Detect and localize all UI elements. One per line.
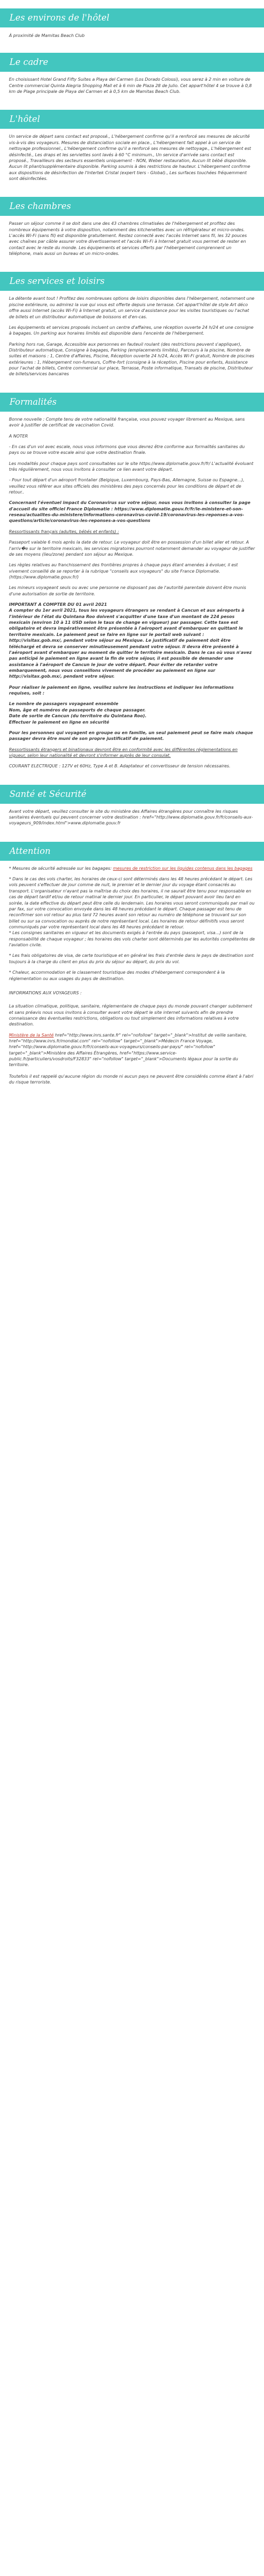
attention-links-rest: href="http://www.inrs.sante.fr" rel="nofollow" target="_blank">Institut de veille sanitaire, href="http://www.inrs.fr/mondial.com" rel="nofollow" target="_blank">Médecin France Voyage, href="http://www.diplomatie.gouv.fr/fr/conseils-aux-voyageurs/conseils-par-pays/" rel="nofollow" target="_blank">Ministère des Affaires Étrangères, href="https://www.service-public.fr/particuliers/vosdroits/F32833" rel="nofollow" target="_blank">Documents légaux pour la sortie du territoire. bbox=[9, 1032, 247, 1068]
formalites-residents-text: Passeport valable 6 mois après la date de retour. Le voyageur doit être en possession d'un billet aller et retour. A l'arriv�e sur le territoire mexicain, les services migratoires pourront notamment demander au voyageur de justifier de ses moyens (lieu/zone) pendant son séjour au Mexique. bbox=[9, 540, 255, 557]
section-title-cadre: Le cadre bbox=[0, 53, 264, 72]
section-attention bbox=[0, 842, 264, 1098]
formalites-important: IMPORTANT A COMPTER DU 01 avril 2021 A compter du 1er avril 2021, tous les voyageurs étrangers se rendant à Cancun et aux aéroports à l'intérieur de l'état du Quintana Roo doivent s'acquitter d'une taxe d'un montant de 224 pesos mexicain (environ 10 à 11 USD selon le taux de change en vigueur) par passager. Cette taxe est obligatoire et devra impérativement être présentée à l'aéroport avant d'embarquer en quittant le territoire mexicain. Le paiement peut se faire en ligne sur le portail web suivant : http://visitax.gob.mx/, pendant votre séjour au Mexique. Le justificatif de paiement doit être téléchargé et devra se conserver minutieusement pendant votre séjour. Il devra être présenté à l'aéroport avant d'embarquer au moment de quitter le territoire mexicain. Dans le cas où vous n'avez pas anticipé le paiement en ligne avant la fin de votre séjour, il est possible de demander une assistance à l'aéroport de Cancun le jour de votre départ. Pour éviter de retarder votre embarquement, nous vous conseillons vivement de procéder au paiement en ligne sur http://visitax.gob.mx/, pendant votre séjour. bbox=[9, 602, 252, 679]
attention-p2: * Dans le cas des vols charter, les horaires de ceux-ci sont déterminés dans les 48 heures précédant le départ. Les vols peuvent s'effectuer de jour comme de nuit, le premier et le dernier jour du voyage étant consacrés au transport. L'organisateur n'ayant pas la maîtrise du choix des horaires, il ne saurait être tenu pour responsable en cas de départ tardif et/ou de retour matinal le dernier jour. En particulier, le départ pouvant avoir lieu tard en soirée, la date effective du départ peut être celle du lendemain. Les horaires vous seront communiqués par mail ou par fax, sur votre convocation envoyée dans les 48 heures précédant le départ. Chaque passager est tenu de reconfirmer son vol retour au plus tard 72 heures avant son retour au numéro de téléphone se trouvant sur son billet ou sur sa convocation ou auprès de notre représentant local. Les horaires de retour définitifs vous seront communiqués par votre représentant local dans les 48 heures précédant le retour. * Les consignes sanitaires en vigueur et les documents exigés à l'entrée du pays (passeport, visa...) sont de la responsabilité de chaque voyageur ; les horaires des vols charter sont déterminés par les autorités compétentes de l'aviation civile. bbox=[9, 877, 255, 948]
environs-text: À proximité de Mamitas Beach Club bbox=[9, 33, 85, 38]
formalites-foreign bbox=[9, 747, 255, 759]
section-sante bbox=[0, 785, 264, 839]
liquids-restriction-link[interactable]: mesures de restriction sur les liquides contenus dans les bagages bbox=[112, 866, 253, 871]
formalites-current: COURANT ELECTRIQUE : 127V et 60Hz, Type A et B. Adaptateur et convertisseur de tension nécessaires. bbox=[9, 764, 231, 769]
formalites-note-head: A NOTER bbox=[9, 433, 28, 439]
formalites-note-3: - Pour tout départ d'un aéroport frontalier (Belgique, Luxembourg, Pays-Bas, Allemagne, Suisse ou Espagne...), veuillez vous référer aux sites officiels des ministères des pays concernés pour les conditions de départ et de retour.. bbox=[9, 478, 244, 495]
section-title-sante: Santé et Sécurité bbox=[0, 785, 264, 804]
formalites-note-1: - En cas d'un vol avec escale, nous vous informons que vous devrez être conforme aux formalités sanitaires du pays ou se trouve votre escale ainsi que votre destination finale. bbox=[9, 444, 245, 455]
formalites-intro: Bonne nouvelle : Compte tenu de votre nationalité française, vous pouvez voyager librement au Mexique, sans avoir à justifier de certificat de vaccination Covid. bbox=[9, 416, 245, 428]
section-cadre bbox=[0, 53, 264, 107]
attention-p4: * Chaleur, accommodation et le classement touristique des modes d'hébergement correspondent à la réglementation ou aux usages du pays de destination. bbox=[9, 970, 225, 981]
formalites-online: Pour réaliser le paiement en ligne, veuillez suivre les instructions et indiquer les informations requises, soit : bbox=[9, 685, 234, 696]
ministere-sante-link[interactable]: Ministère de la Santé bbox=[9, 1032, 54, 1038]
formalites-note-2: Les modalités pour chaque pays sont consultables sur le site https://www.diplomatie.gouv.fr/fr/ L'actualité évoluant très régulièrement, nous vous invitons à consulter ce lien avant votre départ. bbox=[9, 461, 253, 472]
attention-links bbox=[9, 1032, 255, 1068]
formalites-group: Pour les personnes qui voyagent en groupe ou en famille, un seul paiement peut se faire mais chaque passager devra être muni de son propre justificatif de paiement. bbox=[9, 730, 253, 742]
section-title-attention: Attention bbox=[0, 842, 264, 861]
services-text-2: Les équipements et services proposés incluent un centre d'affaires, une réception ouverte 24 h/24 et une consigne à bagages. Un parking aux horaires limités est disponible dans l'enceinte de l'hébergement. bbox=[9, 325, 254, 336]
section-title-hotel: L'hôtel bbox=[0, 110, 264, 129]
services-text-1: La détente avant tout ! Profitez des nombreuses options de loisirs disponibles dans l'hébergement, notamment une piscine extérieure, ou admirez la vue qui vous est offerte depuis une terrasse. Cet appart'hôtel de style Art déco offre aussi Internet (accès Wi-Fi) à Internet gratuit, un service d'assistance pour les visites touristiques ou l'achat de billets et un distributeur automatique de boissons et d'en-cas. bbox=[9, 296, 254, 319]
sante-text: Avant votre départ, veuillez consulter le site du ministère des Affaires étrangères pour connaître les risques sanitaires éventuels qui peuvent concerner votre destination : href="http://www.diplomatie.gouv.fr/fr/conseils-aux-voyageurs_909/index.html">www.diplomatie.gouv.fr bbox=[9, 809, 253, 826]
attention-info-1: La situation climatique, politique, sanitaire, réglementaire de chaque pays du monde pouvant changer subitement et sans préavis nous vous invitons à consulter avant votre départ le site internet suivants afin de prendre connaissance des éventuelles restrictions, obligations ou tout simplement des informations relatives à votre destination. bbox=[9, 1004, 252, 1027]
section-title-services: Les services et loisirs bbox=[0, 272, 264, 291]
section-environs bbox=[0, 8, 264, 51]
section-title-formalites: Formalités bbox=[0, 393, 264, 412]
attention-info-head: INFORMATIONS AUX VOYAGEURS : bbox=[9, 990, 82, 995]
section-title-environs: Les environs de l'hôtel bbox=[0, 8, 264, 27]
section-services bbox=[0, 272, 264, 389]
hotel-text: Un service de départ sans contact est proposé., L'hébergement confirme qu'il a renforcé ses mesures de sécurité vis-à-vis des voyageurs. Mesures de distanciation sociale en place., L'hébergement fait appel à un service de nettoyage professionnel., L'hébergement confirme qu'il a renforcé ses mesures de nettoyage., L'hébergement est désinfecté., Les draps et les serviettes sont lavés à 60 °C minimum., Un service d'arrivée sans contact est proposé., Travailleurs des secteurs essentiels uniquement - NON, Weber restauration, Aucun lit bébé disponible. Aucun lit pliant/supplémentaire disponible. Parking soumis à des restrictions de hauteur. L'hébergement confirme aux dispositions de désinfection de l'Intertek Cristal (expert tiers - Global)., Les surfaces touchées fréquemment sont désinfectées. bbox=[9, 134, 251, 181]
formalites-required: Le nombre de passagers voyageant ensemble Nom, âge et numéros de passeports de chaque passager. Date de sortie de Cancun (du territoire du Quintana Roo). Effectuer le paiement en ligne en sécurité bbox=[9, 701, 147, 725]
section-title-chambres: Les chambres bbox=[0, 197, 264, 216]
attention-p3: * Les frais obligatoires de visa, de carte touristique et en général les frais d'entrée dans le pays de destination sont toujours à la charge du client en plus du prix du séjour au départ, du prix du vol. bbox=[9, 953, 254, 964]
attention-final: Toutefois il est rappelé qu'aucune région du monde ni aucun pays ne peuvent être considérés comme étant à l'abri du risque terroriste. bbox=[9, 1073, 253, 1085]
formalites-rules: Les règles relatives au franchissement des frontières propres à chaque pays étant amenées à évoluer, il est vivement conseillé de se reporter à la rubrique "conseils aux voyageurs" du site France Diplomatie. (https://www.diplomatie.gouv.fr/) bbox=[9, 563, 238, 579]
section-chambres bbox=[0, 197, 264, 269]
attention-p1 bbox=[9, 866, 255, 871]
formalites-minors: Les mineurs voyageant seuls ou avec une personne ne disposant pas de l'autorité parentale doivent être munis d'une autorisation de sortie de territoire. bbox=[9, 585, 247, 596]
attention-p1-text: * Mesures de sécurité adressée sur les bagages: bbox=[9, 866, 113, 871]
section-hotel bbox=[0, 110, 264, 194]
services-text-3: Parking hors rue, Garage, Accessible aux personnes en fauteuil roulant (des restrictions peuvent s'appliquer), Distributeur automatique, Consigne à bagages, Parking (emplacements limités), Parcours à la piscine, Nombre de suites et maisons : 1, Centre d'affaires, Piscine, Réception ouverte 24 h/24, Accès Wi-Fi gratuit, Nombre de piscines extérieures : 1, Hébergement non-fumeurs, Coffre-fort (consigne à la réception, Piscine pour enfants, Assistance pour l'achat de billets, Centre commercial sur place, Terrasse, Poste informatique, Transats de piscine, Distributeur de billets/services bancaires bbox=[9, 341, 254, 377]
formalites-foreign-text: Ressortissants étrangers et binationaux devront être en conformité avec les différentes réglementations en vigueur, selon leur nationalité et devront s'informer auprès de leur consulat. bbox=[9, 747, 238, 758]
formalites-covid: Concernant l'éventuel impact du Coronavirus sur votre séjour, nous vous invitons à consulter la page d'accueil du site officiel France Diplomatie : https://www.diplomatie.gouv.fr/fr/le-ministere-et-son-reseau/actualites-du-ministere/informations-coronavirus-covid-19/coronavirus-les-reponses-a-vos-questions/article/coronavirus-les-reponses-a-vos-questions bbox=[9, 500, 251, 524]
formalites-residents-head: Ressortissants français (adultes, bébés et enfants) : bbox=[9, 529, 119, 534]
cadre-text: En choisissant Hotel Grand Fifty Suites a Playa del Carmen (Los Dorado Colossi), vous serez à 2 min en voiture de Centre commercial Quinta Alegria Shopping Mall et à 6 min de Plaza 28 de Julio. Cet appart'hôtel 4 se trouve à 0,8 km de Plage principale de Playa del Carmen et à 0,5 km de Mamitas Beach Club. bbox=[9, 77, 252, 94]
chambres-text: Passer un séjour comme il se doit dans une des 43 chambres climatisées de l'hébergement et profitez des nombreux équipements à votre disposition, notamment des kitchenettes avec un réfrigérateur et micro-ondes. L'accès Wi-Fi (sans fil) est disponible gratuitement. Restez connecté avec l'accès Internet sans fil, les 32 pouces avec chaînes par câble assurer votre divertissement et l'accès Wi-Fi à Internet gratuit vous permet de rester en contact avec le reste du monde. Les équipements et services offerts par l'hébergement comprennent un téléphone, mais aussi un bureau et un micro-ondes. bbox=[9, 221, 247, 256]
section-formalites bbox=[0, 393, 264, 782]
